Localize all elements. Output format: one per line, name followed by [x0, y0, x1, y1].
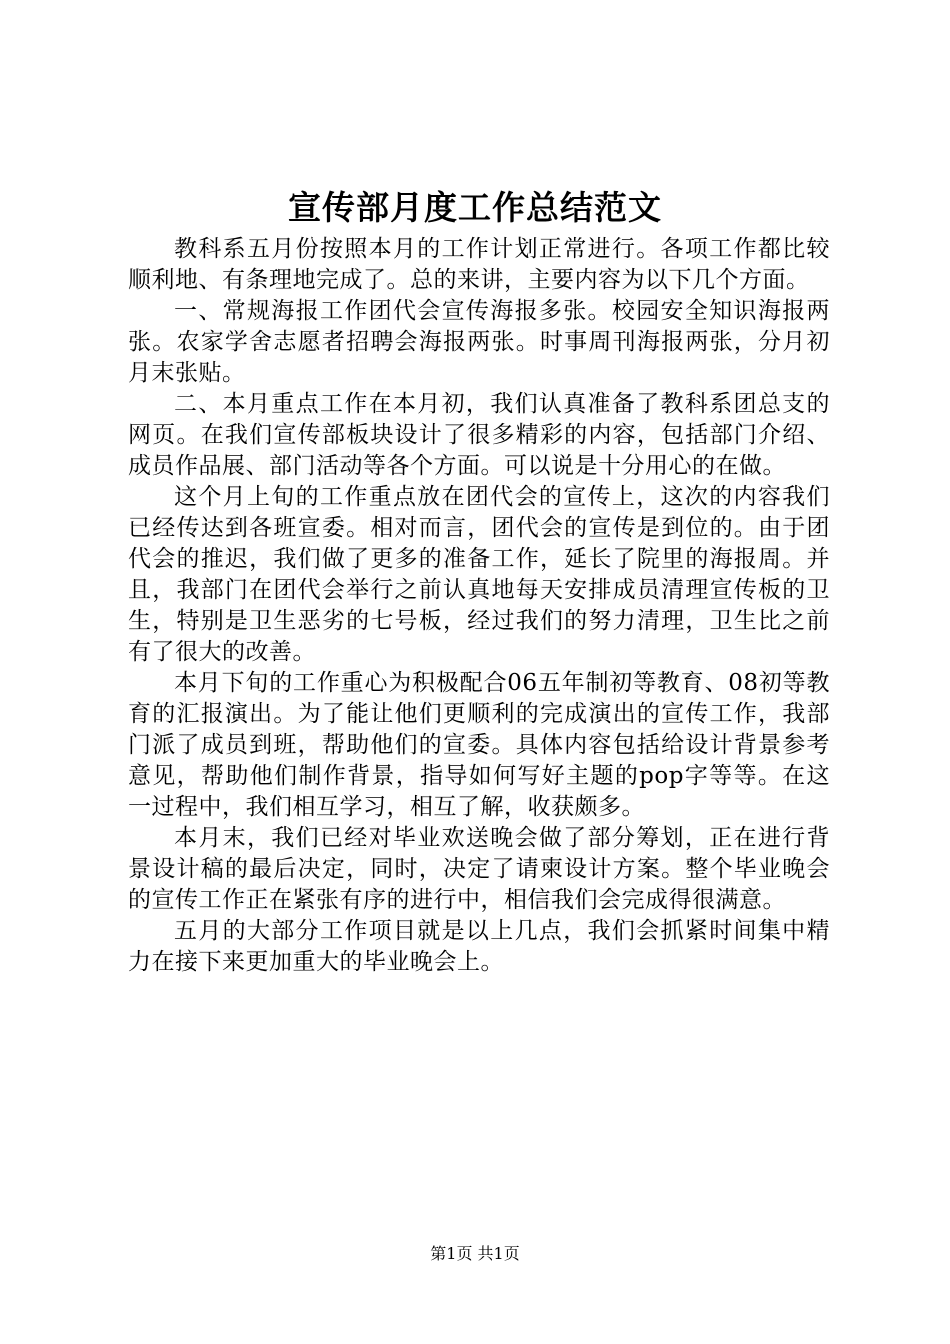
paragraph-month-end: 本月末，我们已经对毕业欢送晚会做了部分筹划，正在进行背景设计稿的最后决定，同时，决定了请柬设计方案。整个毕业晚会的宣传工作正在紧张有序的进行中，相信我们会完成得很满意。 — [128, 825, 830, 913]
paragraph-routine-posters: 一、常规海报工作团代会宣传海报多张。校园安全知识海报两张。农家学舍志愿者招聘会海报两张。时事周刊海报两张，分月初月末张贴。 — [128, 298, 830, 386]
document-title: 宣传部月度工作总结范文 — [288, 188, 662, 227]
paragraph-early-month: 这个月上旬的工作重点放在团代会的宣传上，这次的内容我们已经传达到各班宣委。相对而言，团代会的宣传是到位的。由于团代会的推迟，我们做了更多的准备工作，延长了院里的海报周。并且，我部门在团代会举行之前认真地每天安排成员清理宣传板的卫生，特别是卫生恶劣的七号板，经过我们的努力清理，卫生比之前有了很大的改善。 — [128, 484, 830, 665]
document-body — [128, 234, 830, 978]
page-footer: 第1页 共1页 — [430, 1244, 520, 1263]
paragraph-intro: 教科系五月份按照本月的工作计划正常进行。各项工作都比较顺利地、有条理地完成了。总的来讲，主要内容为以下几个方面。 — [128, 236, 830, 293]
paragraph-key-work: 二、本月重点工作在本月初，我们认真准备了教科系团总支的网页。在我们宣传部板块设计了很多精彩的内容，包括部门介绍、成员作品展、部门活动等各个方面。可以说是十分用心的在做。 — [128, 391, 830, 479]
paragraph-conclusion: 五月的大部分工作项目就是以上几点，我们会抓紧时间集中精力在接下来更加重大的毕业晚会上。 — [128, 918, 830, 975]
paragraph-late-month: 本月下旬的工作重心为积极配合06五年制初等教育、08初等教育的汇报演出。为了能让他们更顺利的完成演出的宣传工作，我部门派了成员到班，帮助他们的宣委。具体内容包括给设计背景参考意见，帮助他们制作背景，指导如何写好主题的pop字等等。在这一过程中，我们相互学习，相互了解，收获颇多。 — [128, 670, 830, 820]
